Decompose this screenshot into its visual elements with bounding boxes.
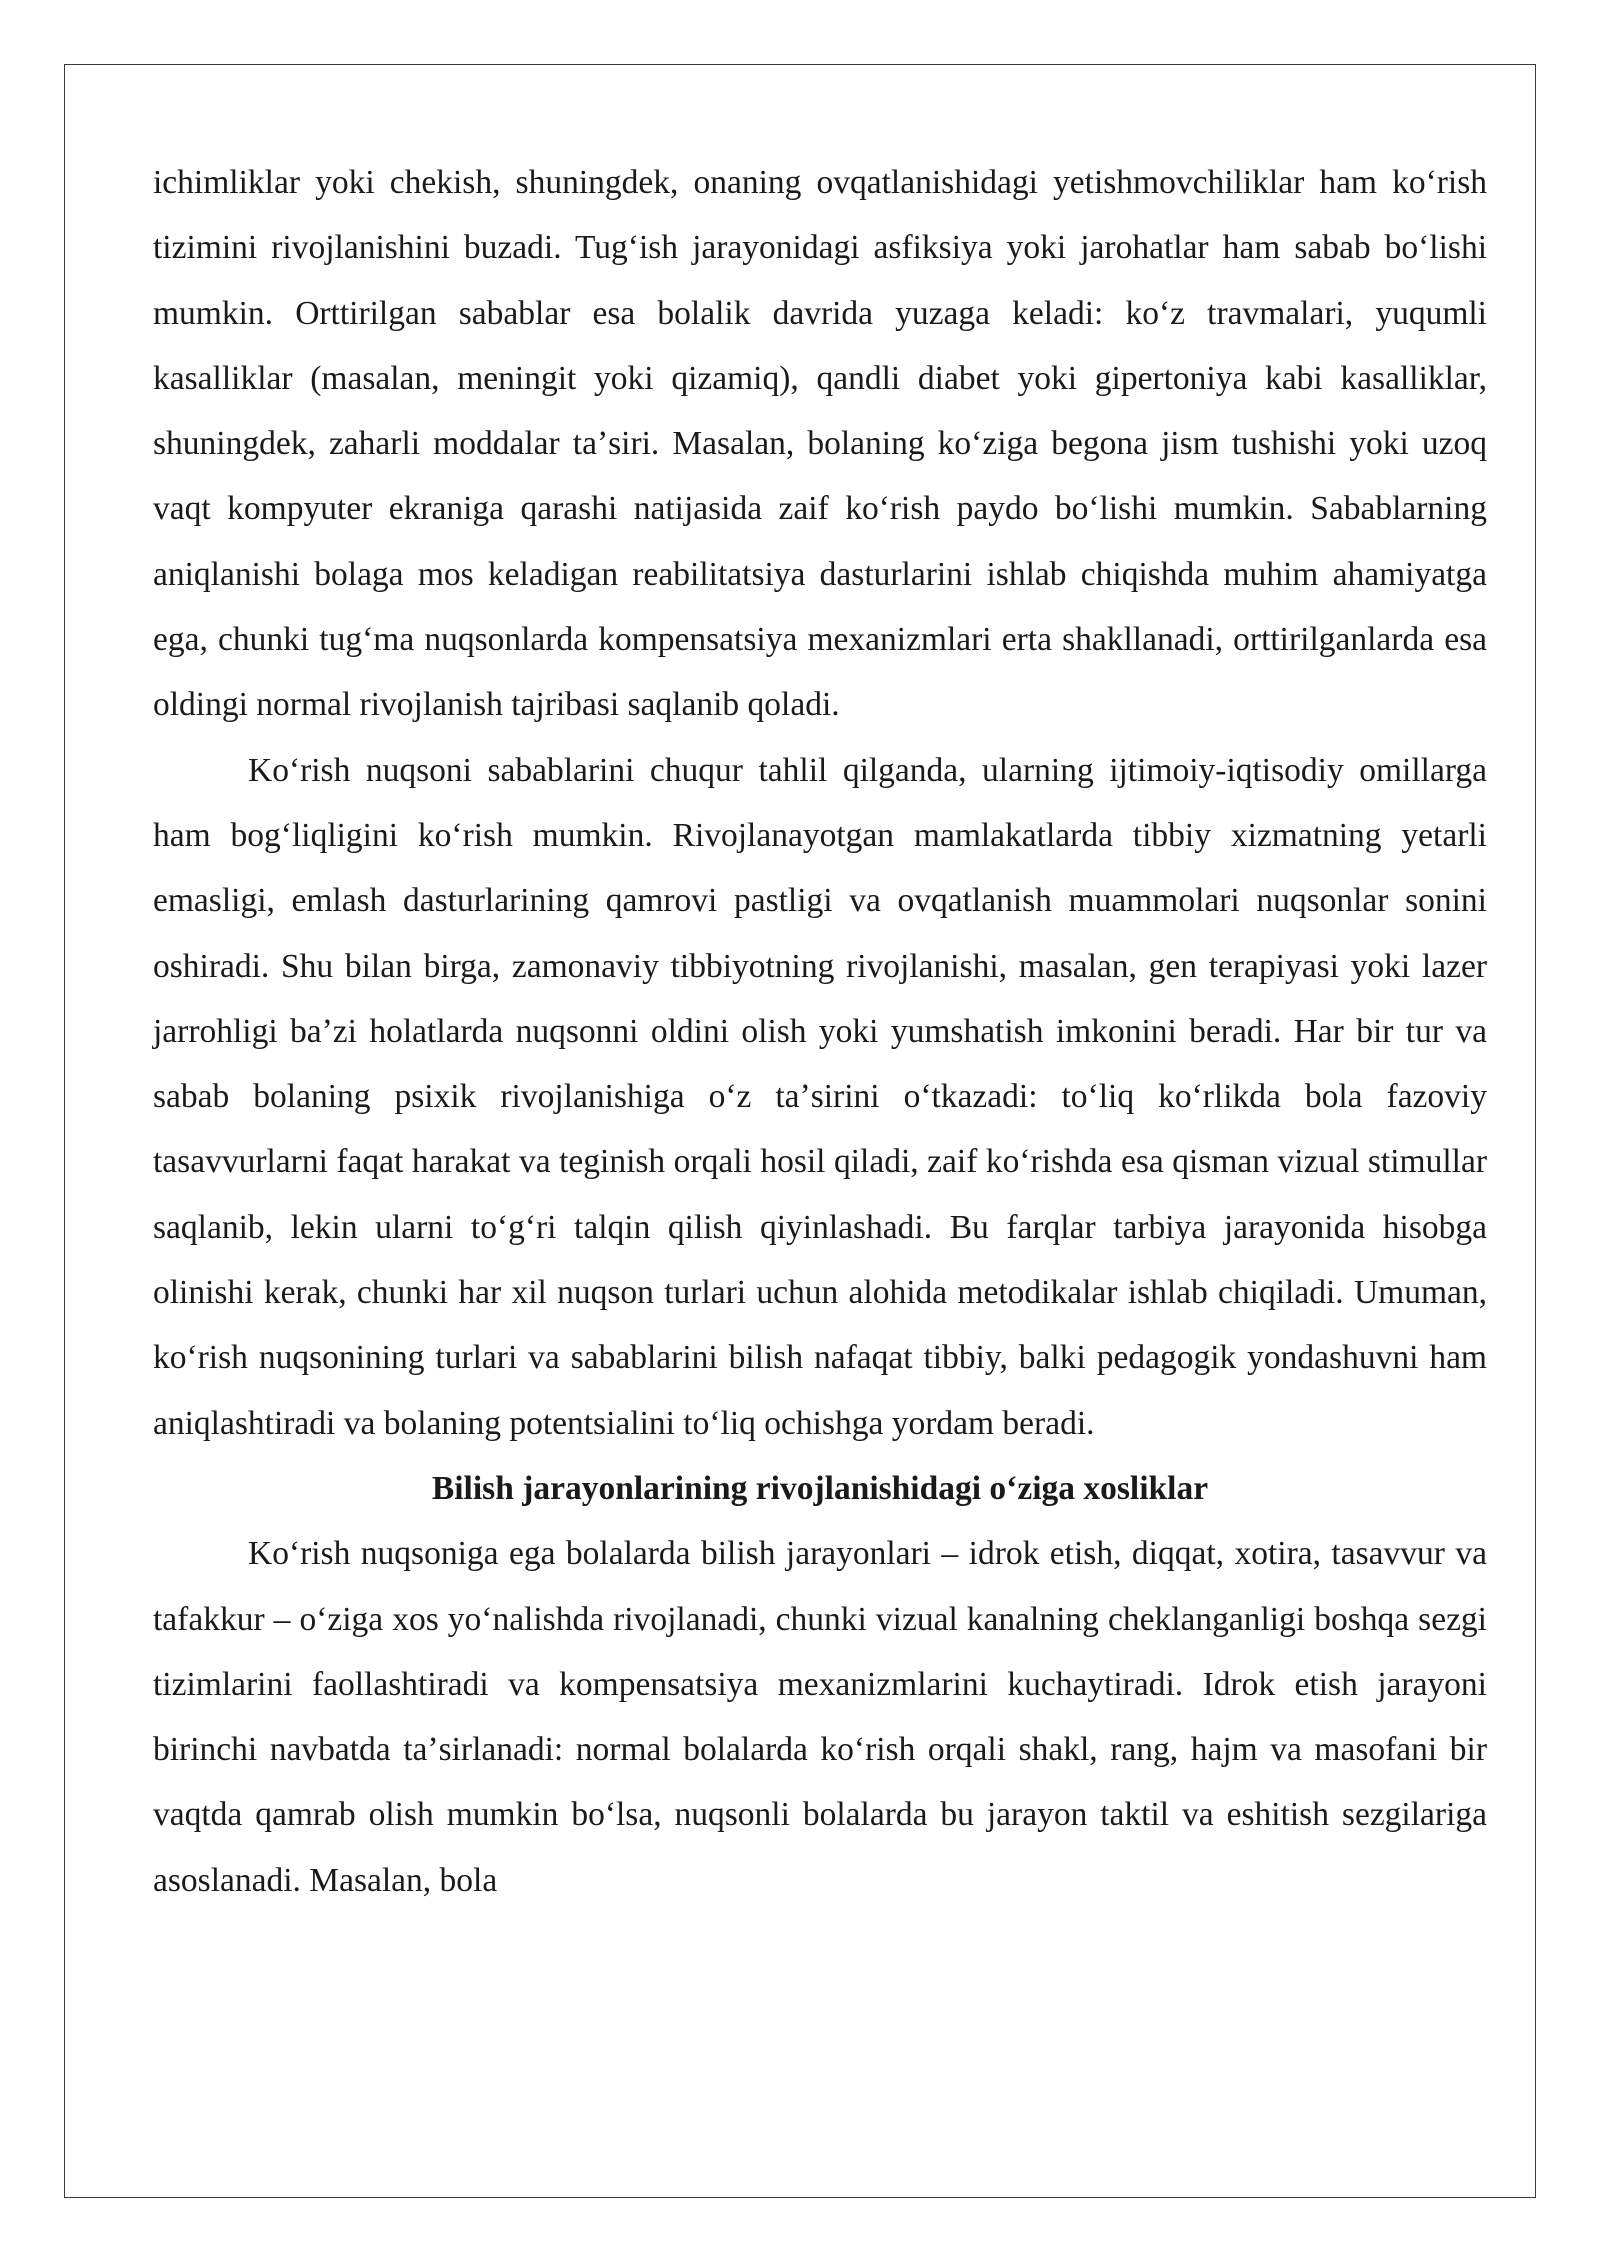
paragraph-continued: ichimliklar yoki chekish, shuningdek, onaning ovqatlanishidagi yetishmovchiliklar ham koʻrish tizimini rivojlanishini buzadi. Tugʻish jarayonidagi asfiksiya yoki jarohatlar ham sabab boʻlishi mumkin. Orttirilgan sabablar esa bolalik davrida yuzaga keladi: koʻz travmalari, yuqumli kasalliklar (masalan, meningit yoki qizamiq), qandli diabet yoki gipertoniya kabi kasalliklar, shuningdek, zaharli moddalar taʼsiri. Masalan, bolaning koʻziga begona jism tushishi yoki uzoq vaqt kompyuter ekraniga qarashi natijasida zaif koʻrish paydo boʻlishi mumkin. Sabablarning aniqlanishi bolaga mos keladigan reabilitatsiya dasturlarini ishlab chiqishda muhim ahamiyatga ega, chunki tugʻma nuqsonlarda kompensatsiya mexanizmlari erta shakllanadi, orttirilganlarda esa oldingi normal rivojlanish tajribasi saqlanib qoladi. [153,164,1487,724]
section-heading: Bilish jarayonlarining rivojlanishidagi oʻziga xosliklar [431,1469,1209,1507]
document-body [153,150,1487,1913]
paragraph-cognitive-processes: Koʻrish nuqsoniga ega bolalarda bilish jarayonlari – idrok etish, diqqat, xotira, tasavvur va tafakkur – oʻziga xos yoʻnalishda rivojlanadi, chunki vizual kanalning cheklanganligi boshqa sezgi tizimlarini faollashtiradi va kompensatsiya mexanizmlarini kuchaytiradi. Idrok etish jarayoni birinchi navbatda taʼsirlanadi: normal bolalarda koʻrish orqali shakl, rang, hajm va masofani bir vaqtda qamrab olish mumkin boʻlsa, nuqsonli bolalarda bu jarayon taktil va eshitish sezgilariga asoslanadi. Masalan, bola [153,1535,1487,1899]
paragraph-causes-analysis: Koʻrish nuqsoni sabablarini chuqur tahlil qilganda, ularning ijtimoiy-iqtisodiy omillarga ham bogʻliqligini koʻrish mumkin. Rivojlanayotgan mamlakatlarda tibbiy xizmatning yetarli emasligi, emlash dasturlarining qamrovi pastligi va ovqatlanish muammolari nuqsonlar sonini oshiradi. Shu bilan birga, zamonaviy tibbiyotning rivojlanishi, masalan, gen terapiyasi yoki lazer jarrohligi baʼzi holatlarda nuqsonni oldini olish yoki yumshatish imkonini beradi. Har bir tur va sabab bolaning psixik rivojlanishiga oʻz taʼsirini oʻtkazadi: toʻliq koʻrlikda bola fazoviy tasavvurlarni faqat harakat va teginish orqali hosil qiladi, zaif koʻrishda esa qisman vizual stimullar saqlanib, lekin ularni toʻgʻri talqin qilish qiyinlashadi. Bu farqlar tarbiya jarayonida hisobga olinishi kerak, chunki har xil nuqson turlari uchun alohida metodikalar ishlab chiqiladi. Umuman, koʻrish nuqsonining turlari va sabablarini bilish nafaqat tibbiy, balki pedagogik yondashuvni ham aniqlashtiradi va bolaning potentsialini toʻliq ochishga yordam beradi. [153,751,1487,1442]
